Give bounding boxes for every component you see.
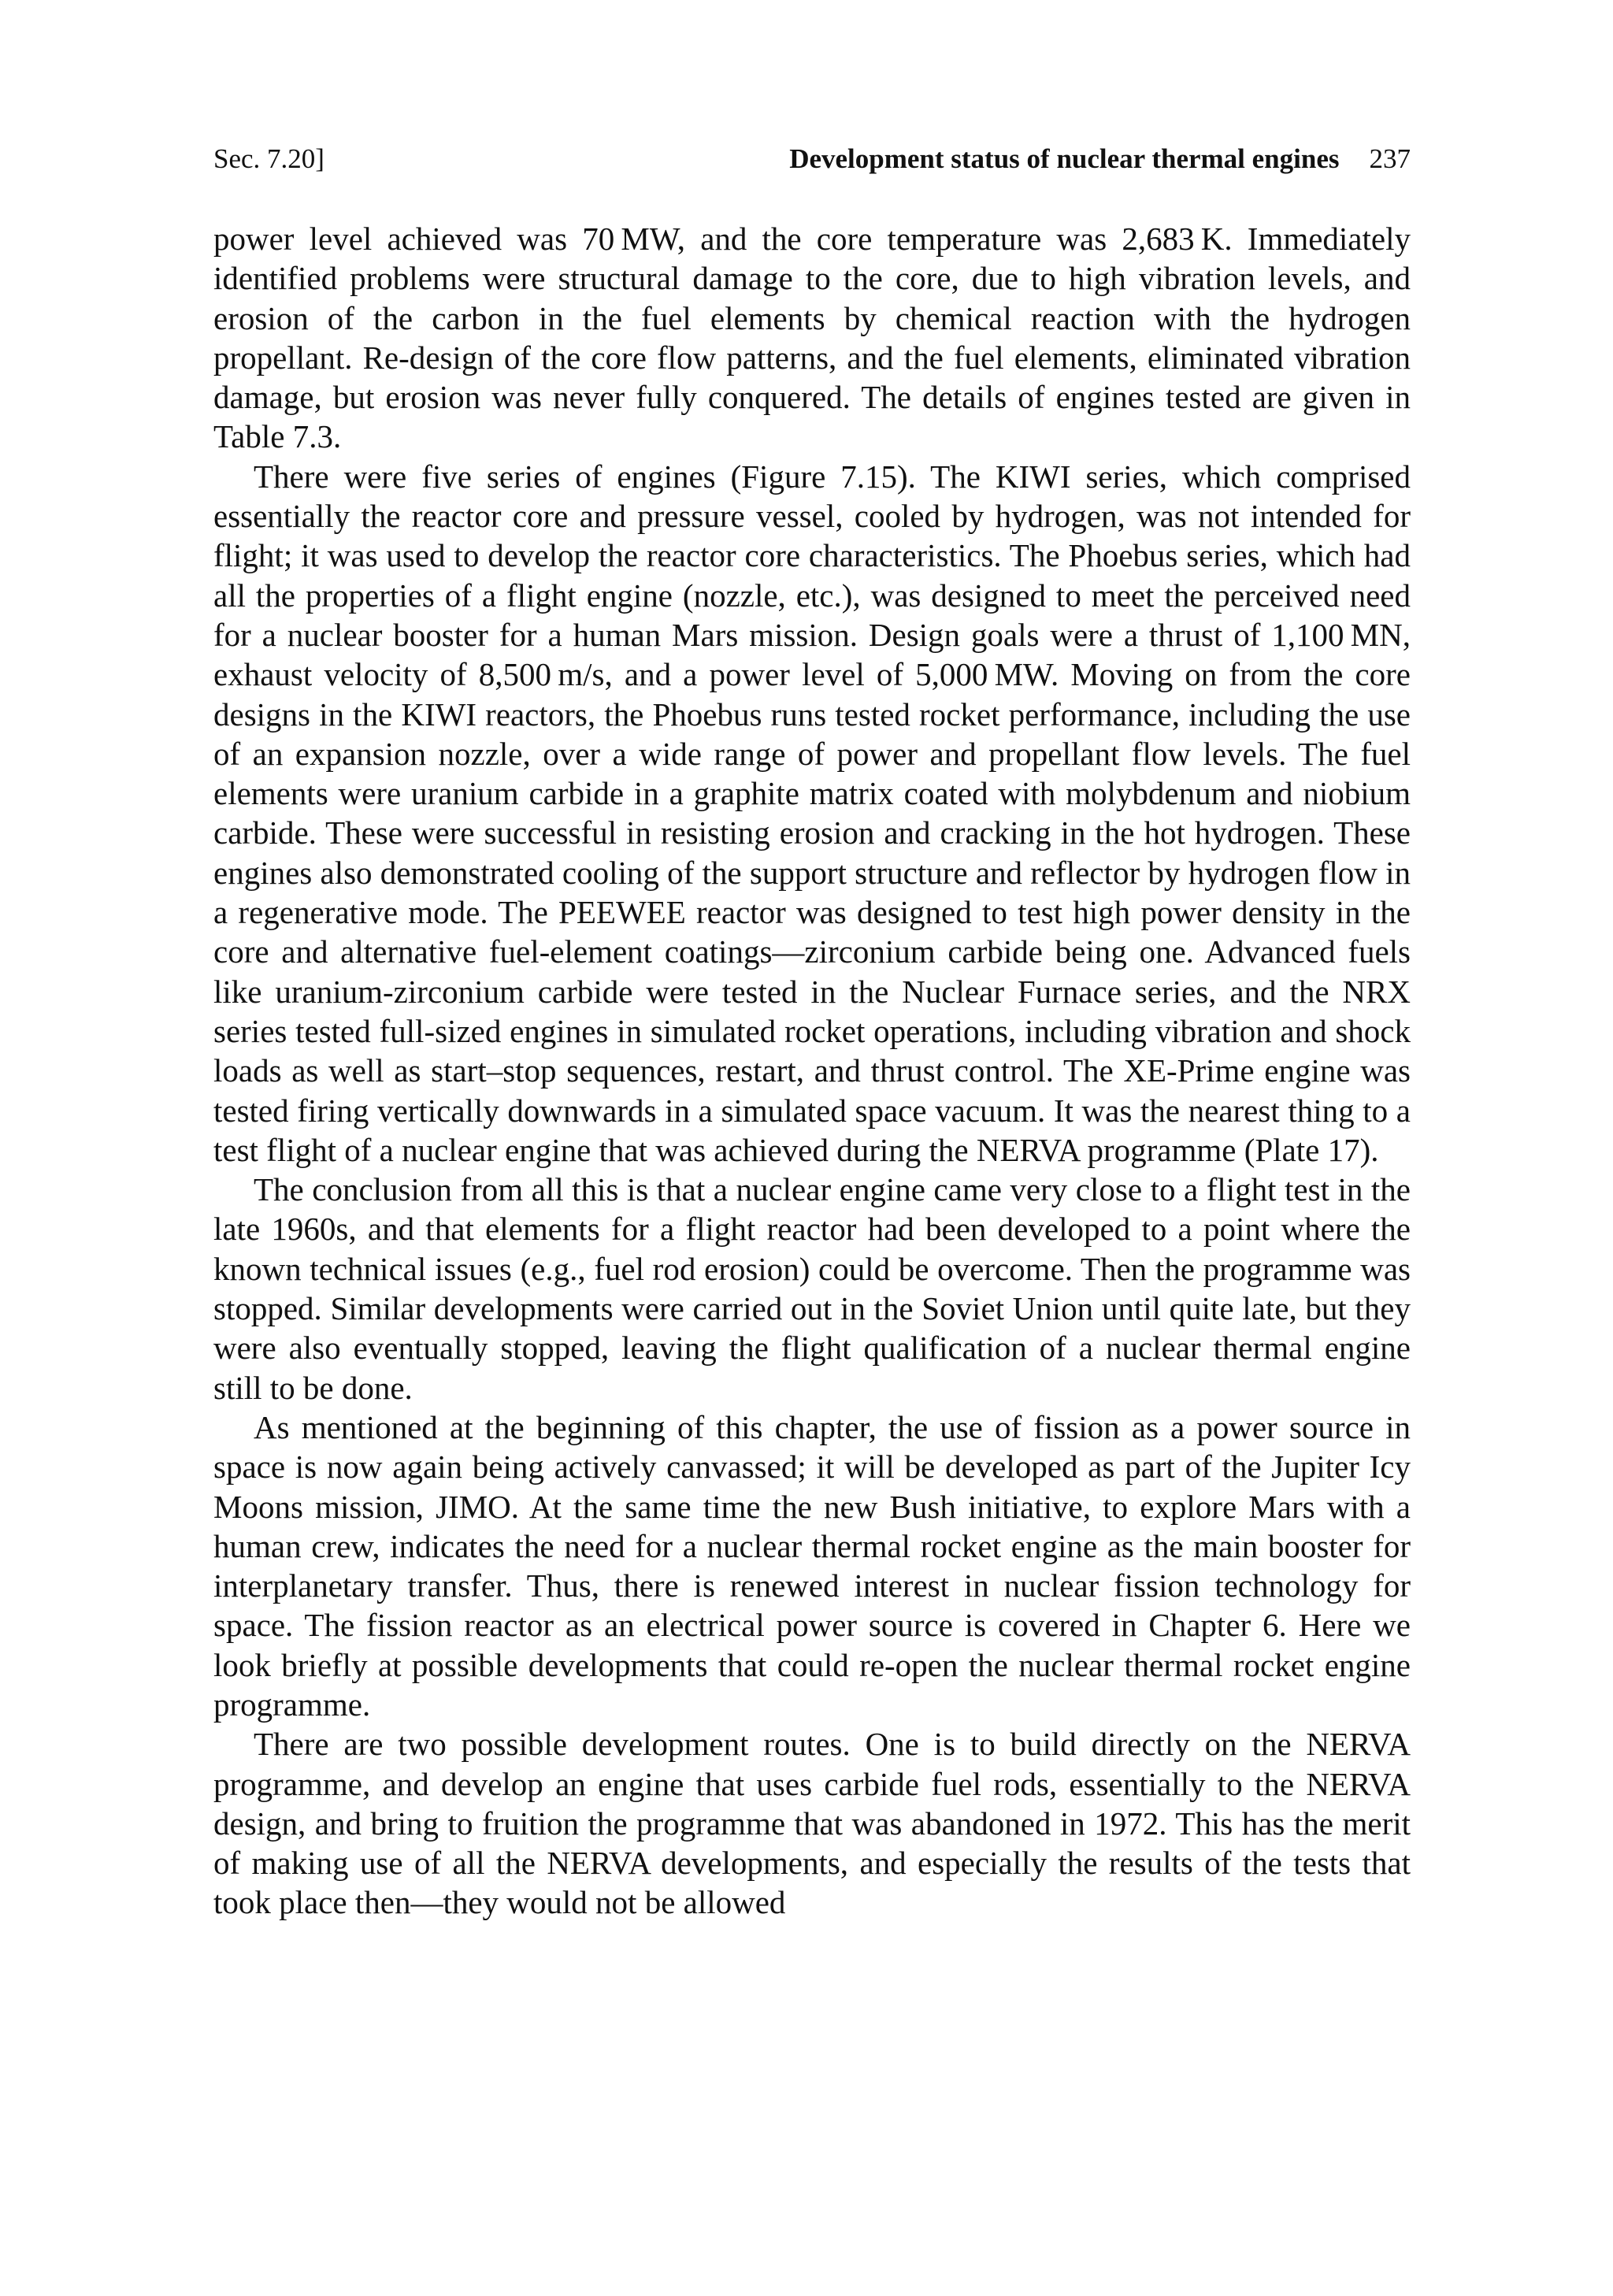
book-page	[213, 142, 1411, 1923]
running-head-right	[789, 142, 1411, 176]
running-head	[213, 142, 1411, 176]
section-reference: Sec. 7.20]	[213, 143, 324, 174]
page-number: 237	[1369, 143, 1411, 174]
running-title: Development status of nuclear thermal engines	[789, 143, 1340, 174]
paragraph-engine-series: There were five series of engines (Figure 7.15). The KIWI series, which comprised essentially the reactor core and pressure vessel, cooled by hydrogen, was not intended for flight; it was used to develop the reactor core characteristics. The Phoebus series, which had all the properties of a flight engine (nozzle, etc.), was designed to meet the perceived need for a nuclear booster for a human Mars mission. Design goals were a thrust of 1,100 MN, exhaust velocity of 8,500 m/s, and a power level of 5,000 MW. Moving on from the core designs in the KIWI reactors, the Phoebus runs tested rocket performance, including the use of an expansion nozzle, over a wide range of power and propellant flow levels. The fuel elements were uranium carbide in a graphite matrix coated with molybdenum and niobium carbide. These were successful in resisting erosion and cracking in the hot hydrogen. These engines also demonstrated cooling of the support structure and reflector by hydrogen flow in a regenerative mode. The PEEWEE reactor was designed to test high power density in the core and alternative fuel-element coatings—zirconium carbide being one. Advanced fuels like uranium-zirconium carbide were tested in the Nuclear Furnace series, and the NRX series tested full-sized engines in simulated rocket operations, including vibration and shock loads as well as start–stop sequences, restart, and thrust control. The XE-Prime engine was tested firing vertically downwards in a simulated space vacuum. It was the nearest thing to a test flight of a nuclear engine that was achieved during the NERVA programme (Plate 17).	[213, 458, 1411, 1168]
paragraph-development-routes: There are two possible development routes. One is to build directly on the NERVA programme, and develop an engine that uses carbide fuel rods, essentially to the NERVA design, and bring to fruition the programme that was abandoned in 1972. This has the merit of making use of all the NERVA developments, and especially the results of the tests that took place then—they would not be allowed	[213, 1726, 1411, 1921]
body-text	[213, 219, 1411, 1923]
paragraph-conclusion: The conclusion from all this is that a nuclear engine came very close to a flight test in the late 1960s, and that elements for a flight reactor had been developed to a point where the known technical issues (e.g., fuel rod erosion) could be overcome. Then the programme was stopped. Similar developments were carried out in the Soviet Union until quite late, but they were also eventually stopped, leaving the flight qualification of a nuclear thermal engine still to be done.	[213, 1171, 1411, 1406]
paragraph-renewed-interest: As mentioned at the beginning of this chapter, the use of fission as a power source in space is now again being actively canvassed; it will be developed as part of the Jupiter Icy Moons mission, JIMO. At the same time the new Bush initiative, to explore Mars with a human crew, indicates the need for a nuclear thermal rocket engine as the main booster for interplanetary transfer. Thus, there is renewed interest in nuclear fission technology for space. The fission reactor as an electrical power source is covered in Chapter 6. Here we look briefly at possible developments that could re-open the nuclear thermal rocket engine programme.	[213, 1408, 1411, 1723]
paragraph-continued: power level achieved was 70 MW, and the core temperature was 2,683 K. Immediately identified problems were structural damage to the core, due to high vibration levels, and erosion of the carbon in the fuel elements by chemical reaction with the hydrogen propellant. Re-design of the core flow patterns, and the fuel elements, eliminated vibration damage, but erosion was never fully conquered. The details of engines tested are given in Table 7.3.	[213, 221, 1411, 455]
